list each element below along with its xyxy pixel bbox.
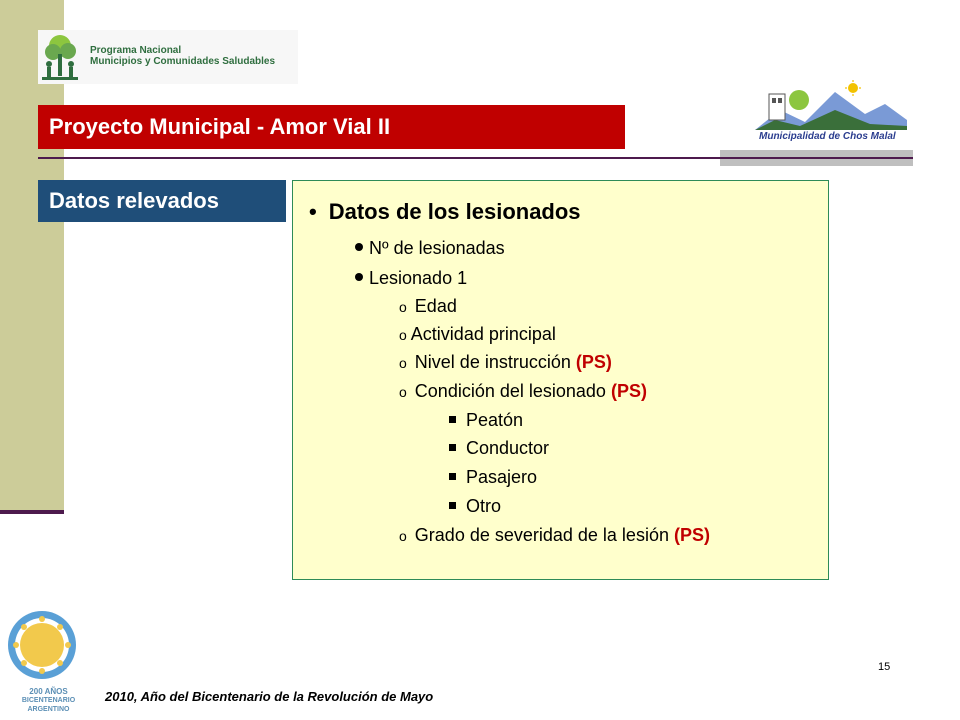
bicentenario-line3: ARGENTINO xyxy=(27,706,70,713)
list-item-peaton xyxy=(449,410,523,431)
header-divider-accent-line xyxy=(720,157,913,159)
content-heading-text: Datos de los lesionados xyxy=(328,199,581,224)
hollow-bullet-icon: o xyxy=(399,355,407,371)
programa-logo-text xyxy=(90,45,275,67)
list-item-pasajero xyxy=(449,467,537,488)
hollow-bullet-icon: o xyxy=(399,327,407,343)
hollow-bullet-icon: o xyxy=(399,384,407,400)
programa-nacional-logo xyxy=(38,30,298,84)
list-item-label: Nivel de instrucción xyxy=(414,352,571,372)
ps-marker: (PS) xyxy=(673,525,710,545)
list-item-grado xyxy=(399,525,710,546)
tree-family-icon xyxy=(38,30,88,84)
list-item-label: Nº de lesionadas xyxy=(369,238,505,258)
list-item-conductor xyxy=(449,438,549,459)
ps-marker: (PS) xyxy=(610,381,647,401)
list-item-label: Peatón xyxy=(466,410,524,430)
hollow-bullet-icon: o xyxy=(399,299,407,315)
page-title: Proyecto Municipal - Amor Vial II xyxy=(38,105,625,149)
list-item-label: Edad xyxy=(414,296,457,316)
section-label: Datos relevados xyxy=(38,180,286,222)
list-item-label: Actividad principal xyxy=(410,324,556,344)
content-heading xyxy=(309,199,581,225)
list-item-edad xyxy=(399,296,457,317)
list-item-label: Pasajero xyxy=(466,467,538,487)
bicentenario-logo xyxy=(0,603,97,720)
list-item-label: Lesionado 1 xyxy=(369,268,468,288)
ps-marker: (PS) xyxy=(575,352,612,372)
list-item-actividad xyxy=(399,324,556,345)
bullet-dot-icon: • xyxy=(309,199,317,224)
bullet-dot-icon xyxy=(355,273,363,281)
square-bullet-icon xyxy=(449,444,456,451)
square-bullet-icon xyxy=(449,502,456,509)
square-bullet-icon xyxy=(449,473,456,480)
programa-logo-line2: Municipios y Comunidades Saludables xyxy=(90,56,276,67)
content-box xyxy=(292,180,829,580)
municipalidad-logo xyxy=(755,80,907,150)
bullet-dot-icon xyxy=(355,243,363,251)
bicentenario-line2: BICENTENARIO xyxy=(21,697,76,704)
page-number: 15 xyxy=(878,661,891,673)
footer-motto: 2010, Año del Bicentenario de la Revolución de Mayo xyxy=(105,689,434,704)
list-item-label: Condición del lesionado xyxy=(414,381,606,401)
list-item-otro xyxy=(449,496,501,517)
list-item-label: Otro xyxy=(466,496,502,516)
list-item-label: Grado de severidad de la lesión xyxy=(414,525,669,545)
list-item-nivel xyxy=(399,352,612,373)
list-item-num-lesionadas xyxy=(355,238,505,259)
list-item-label: Conductor xyxy=(466,438,550,458)
programa-logo-line1: Programa Nacional xyxy=(90,45,182,56)
hollow-bullet-icon: o xyxy=(399,528,407,544)
square-bullet-icon xyxy=(449,416,456,423)
municipalidad-logo-label: Municipalidad de Chos Malal xyxy=(759,131,896,142)
list-item-condicion xyxy=(399,381,647,402)
bicentenario-line1: 200 AÑOS xyxy=(29,687,68,696)
left-bar-underline xyxy=(0,510,64,514)
list-item-lesionado-1 xyxy=(355,268,467,289)
